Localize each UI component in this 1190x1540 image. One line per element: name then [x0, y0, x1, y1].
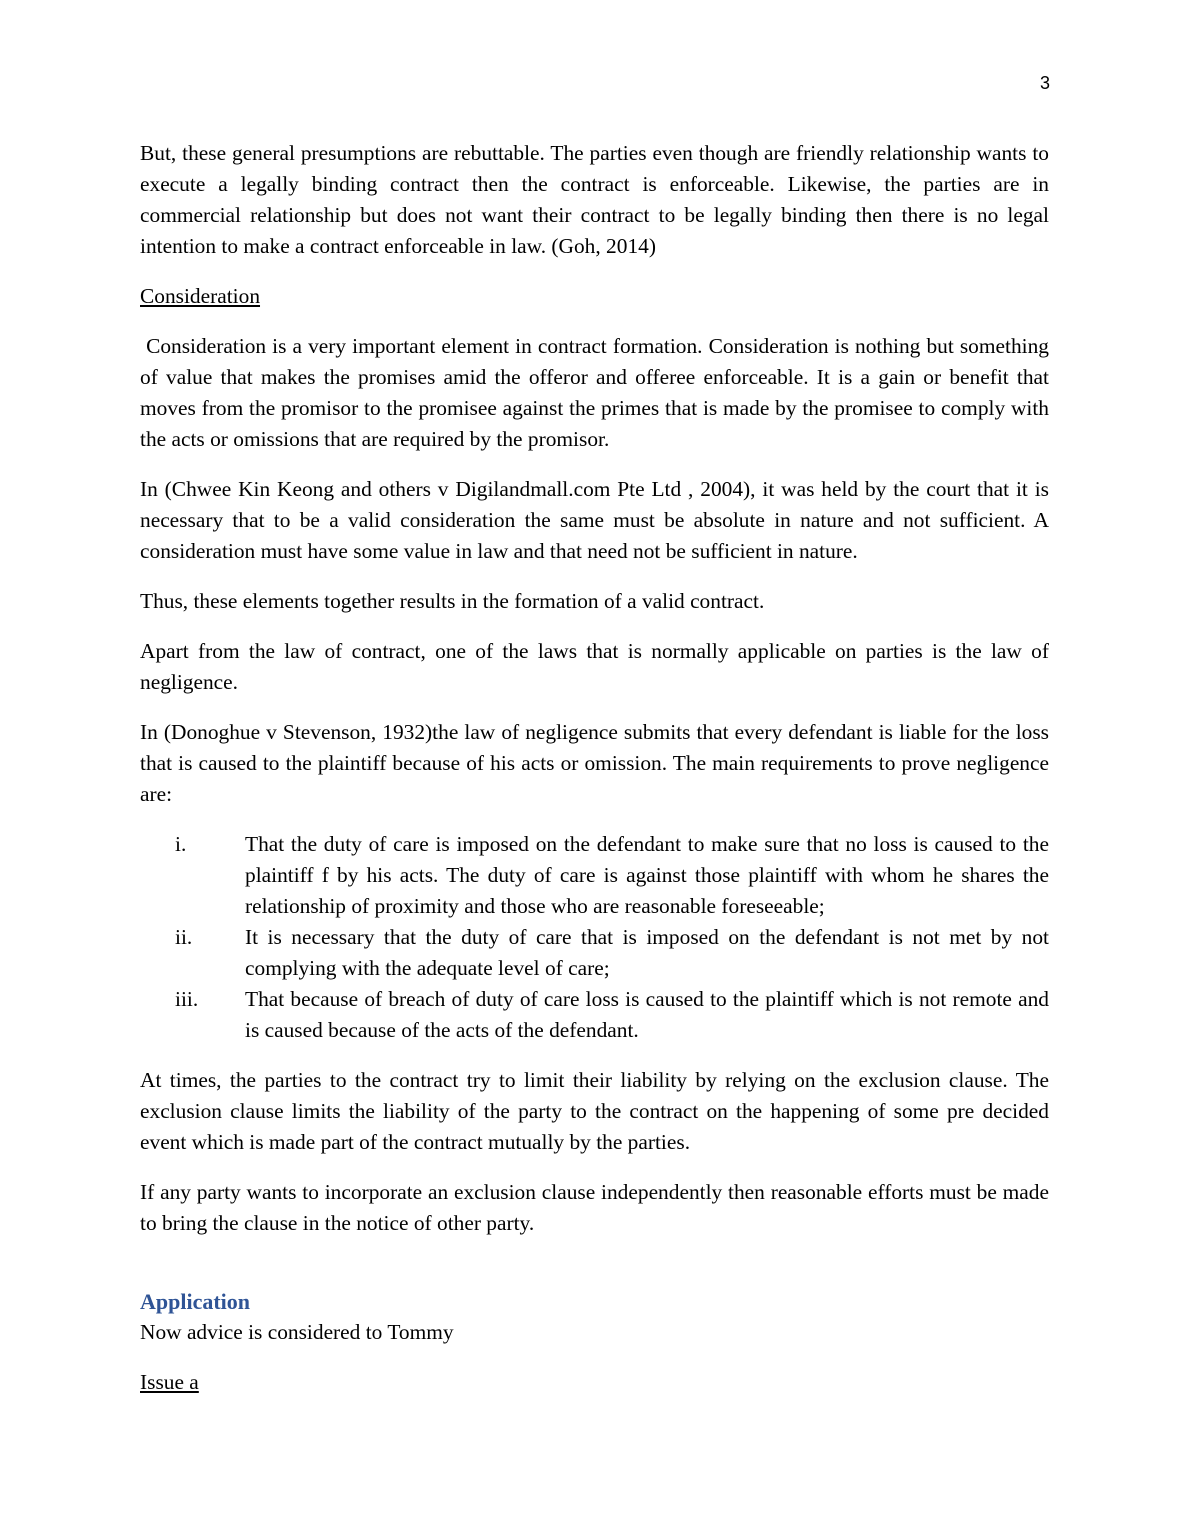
list-item-text: That because of breach of duty of care loss is caused to the plaintiff which is not remote and is caused because of the acts of the defendant. — [245, 987, 1049, 1042]
list-item-number: ii. — [175, 925, 193, 949]
paragraph-presumptions: But, these general presumptions are rebuttable. The parties even though are friendly relationship wants to execute a legally binding contract then the contract is enforceable. Likewise, the parties are in commercial relationship but does not want their contract to be legally binding then there is no legal intention to make a contract enforceable in law. (Goh, 2014) — [140, 141, 1049, 258]
paragraph-donoghue-case: In (Donoghue v Stevenson, 1932)the law of negligence submits that every defendant is liable for the loss that is caused to the plaintiff because of his acts or omission. The main requirements to prove negligence are: — [140, 720, 1049, 806]
page-number: 3 — [1039, 73, 1050, 93]
list-item-text: That the duty of care is imposed on the defendant to make sure that no loss is caused to the plaintiff f by his acts. The duty of care is against those plaintiff with whom he shares the relationship of proximity and those who are reasonable foreseeable; — [245, 832, 1049, 918]
issue-a-subheading: Issue a — [140, 1370, 199, 1394]
paragraph-elements-summary: Thus, these elements together results in the formation of a valid contract. — [140, 589, 765, 613]
list-item — [140, 829, 1049, 922]
paragraph-exclusion-notice: If any party wants to incorporate an exclusion clause independently then reasonable efforts must be made to bring the clause in the notice of other party. — [140, 1180, 1049, 1235]
paragraph-consideration-definition: Consideration is a very important element in contract formation. Consideration is nothing but something of value that makes the promises amid the offeror and offeree enforceable. It is a gain or benefit that moves from the promisor to the promisee against the primes that is made by the promisee to comply with the acts or omissions that are required by the promisor. — [140, 334, 1055, 451]
consideration-subheading: Consideration — [140, 284, 261, 308]
document-body — [140, 138, 1055, 1417]
application-heading: Application — [140, 1289, 251, 1314]
list-item-text: It is necessary that the duty of care that is imposed on the defendant is not met by not complying with the adequate level of care; — [245, 925, 1049, 980]
paragraph-exclusion-clause: At times, the parties to the contract try to limit their liability by relying on the exclusion clause. The exclusion clause limits the liability of the party to the contract on the happening of some pre decided event which is made part of the contract mutually by the parties. — [140, 1068, 1049, 1154]
list-item-number: i. — [175, 832, 187, 856]
application-intro: Now advice is considered to Tommy — [140, 1320, 454, 1344]
list-item-number: iii. — [175, 987, 199, 1011]
paragraph-law-of-negligence: Apart from the law of contract, one of the laws that is normally applicable on parties is the law of negligence. — [140, 639, 1049, 694]
list-item — [140, 922, 1049, 984]
paragraph-chwee-case: In (Chwee Kin Keong and others v Digilandmall.com Pte Ltd , 2004), it was held by the court that it is necessary that to be a valid consideration the same must be absolute in nature and not sufficient. A consideration must have some value in law and that need not be sufficient in nature. — [140, 477, 1049, 563]
list-item — [140, 984, 1049, 1046]
negligence-requirements-list — [140, 829, 1049, 1046]
